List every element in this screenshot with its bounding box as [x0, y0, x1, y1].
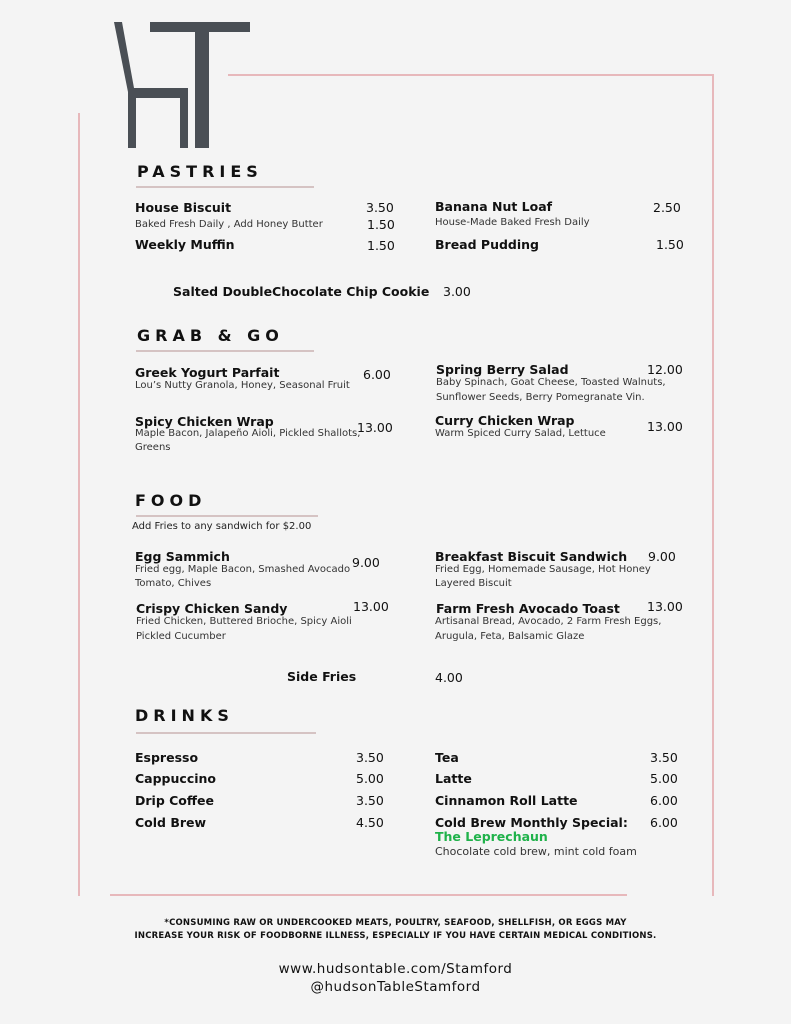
price-house-biscuit: 3.50: [366, 200, 394, 215]
price-side-fries: 4.00: [435, 670, 463, 685]
price-cinnamon-roll-latte: 6.00: [650, 793, 678, 808]
item-cold-brew-monthly-special: Cold Brew Monthly Special:: [435, 815, 628, 830]
item-cold-brew: Cold Brew: [135, 815, 207, 830]
price-banana-nut-loaf: 2.50: [653, 200, 681, 215]
section-rule-drinks: [136, 732, 316, 734]
section-rule-grab-go: [136, 350, 314, 352]
price-crispy-chicken-sandy: 13.00: [353, 599, 389, 614]
price-spring-berry-salad: 12.00: [647, 362, 683, 377]
desc-curry-chicken-wrap: Warm Spiced Curry Salad, Lettuce: [435, 428, 606, 439]
desc-farm-fresh-avocado-toast-2: Arugula, Feta, Balsamic Glaze: [435, 631, 585, 642]
item-spring-berry-salad: Spring Berry Salad: [436, 362, 569, 377]
price-weekly-muffin: 1.50: [367, 238, 395, 253]
desc-egg-sammich-2: Tomato, Chives: [135, 578, 212, 589]
price-cookie: 3.00: [443, 284, 471, 299]
desc-farm-fresh-avocado-toast-1: Artisanal Bread, Avocado, 2 Farm Fresh Eggs,: [435, 616, 662, 627]
desc-greek-yogurt-parfait: Lou’s Nutty Granola, Honey, Seasonal Fruit: [135, 380, 350, 391]
item-banana-nut-loaf: Banana Nut Loaf: [435, 199, 553, 214]
desc-spring-berry-salad-1: Baby Spinach, Goat Cheese, Toasted Walnuts,: [436, 377, 666, 388]
desc-breakfast-biscuit-sandwich-1: Fried Egg, Homemade Sausage, Hot Honey: [435, 564, 651, 575]
frame-left-line: [78, 113, 80, 896]
price-cappuccino: 5.00: [356, 771, 384, 786]
frame-right-line: [712, 74, 714, 896]
item-farm-fresh-avocado-toast: Farm Fresh Avocado Toast: [436, 601, 620, 616]
desc-banana-nut-loaf: House-Made Baked Fresh Daily: [435, 217, 590, 228]
price-breakfast-biscuit-sandwich: 9.00: [648, 549, 676, 564]
item-spicy-chicken-wrap: Spicy Chicken Wrap: [135, 414, 274, 429]
desc-crispy-chicken-sandy-1: Fried Chicken, Buttered Brioche, Spicy Aioli: [136, 616, 352, 627]
desc-house-biscuit: Baked Fresh Daily , Add Honey Butter: [135, 219, 323, 230]
item-cinnamon-roll-latte: Cinnamon Roll Latte: [435, 793, 578, 808]
price-honey-butter: 1.50: [367, 217, 395, 232]
social-handle[interactable]: @hudsonTableStamford: [310, 979, 481, 995]
website-link[interactable]: www.hudsontable.com/Stamford: [278, 961, 513, 977]
special-drink-name: The Leprechaun: [435, 829, 548, 844]
item-drip-coffee: Drip Coffee: [135, 793, 214, 808]
item-cappuccino: Cappuccino: [135, 771, 216, 786]
frame-top-line: [228, 74, 714, 76]
price-espresso: 3.50: [356, 750, 384, 765]
section-title-drinks: DRINKS: [135, 706, 234, 725]
logo-table-chair-icon: [112, 20, 252, 152]
item-greek-yogurt-parfait: Greek Yogurt Parfait: [135, 365, 280, 380]
item-cookie: Salted DoubleChocolate Chip Cookie: [173, 284, 430, 299]
price-tea: 3.50: [650, 750, 678, 765]
frame-bottom-line: [110, 894, 627, 896]
price-egg-sammich: 9.00: [352, 555, 380, 570]
price-curry-chicken-wrap: 13.00: [647, 419, 683, 434]
desc-egg-sammich-1: Fried egg, Maple Bacon, Smashed Avocado: [135, 564, 351, 575]
section-title-grab-go: GRAB & GO: [137, 326, 284, 345]
item-breakfast-biscuit-sandwich: Breakfast Biscuit Sandwich: [435, 549, 628, 564]
desc-breakfast-biscuit-sandwich-2: Layered Biscuit: [435, 578, 512, 589]
desc-spicy-chicken-wrap-2: Greens: [135, 442, 171, 453]
item-latte: Latte: [435, 771, 472, 786]
desc-spicy-chicken-wrap-1: Maple Bacon, Jalapeño Aioli, Pickled Shallots,: [135, 428, 361, 439]
price-cold-brew: 4.50: [356, 815, 384, 830]
item-egg-sammich: Egg Sammich: [135, 549, 230, 564]
price-bread-pudding: 1.50: [656, 237, 684, 252]
price-latte: 5.00: [650, 771, 678, 786]
item-weekly-muffin: Weekly Muffin: [135, 237, 235, 252]
section-title-food: FOOD: [135, 491, 207, 510]
item-side-fries: Side Fries: [287, 669, 357, 684]
item-espresso: Espresso: [135, 750, 199, 765]
price-farm-fresh-avocado-toast: 13.00: [647, 599, 683, 614]
price-drip-coffee: 3.50: [356, 793, 384, 808]
desc-crispy-chicken-sandy-2: Pickled Cucumber: [136, 631, 226, 642]
food-note: Add Fries to any sandwich for $2.00: [132, 521, 312, 532]
section-rule-pastries: [136, 186, 314, 188]
section-rule-food: [136, 515, 318, 517]
section-title-pastries: PASTRIES: [137, 162, 263, 181]
logo: [112, 20, 252, 152]
item-bread-pudding: Bread Pudding: [435, 237, 539, 252]
price-cold-brew-monthly-special: 6.00: [650, 815, 678, 830]
item-crispy-chicken-sandy: Crispy Chicken Sandy: [136, 601, 288, 616]
desc-spring-berry-salad-2: Sunflower Seeds, Berry Pomegranate Vin.: [436, 392, 645, 403]
item-curry-chicken-wrap: Curry Chicken Wrap: [435, 413, 575, 428]
item-house-biscuit: House Biscuit: [135, 200, 232, 215]
disclaimer-line-2: INCREASE YOUR RISK OF FOODBORNE ILLNESS, ESPECIALLY IF YOU HAVE CERTAIN MEDICAL CONDITIONS.: [134, 931, 657, 941]
desc-special-drink: Chocolate cold brew, mint cold foam: [435, 845, 637, 858]
item-tea: Tea: [435, 750, 459, 765]
price-greek-yogurt-parfait: 6.00: [363, 367, 391, 382]
price-spicy-chicken-wrap: 13.00: [357, 420, 393, 435]
disclaimer-line-1: *CONSUMING RAW OR UNDERCOOKED MEATS, POULTRY, SEAFOOD, SHELLFISH, OR EGGS MAY: [164, 918, 627, 928]
